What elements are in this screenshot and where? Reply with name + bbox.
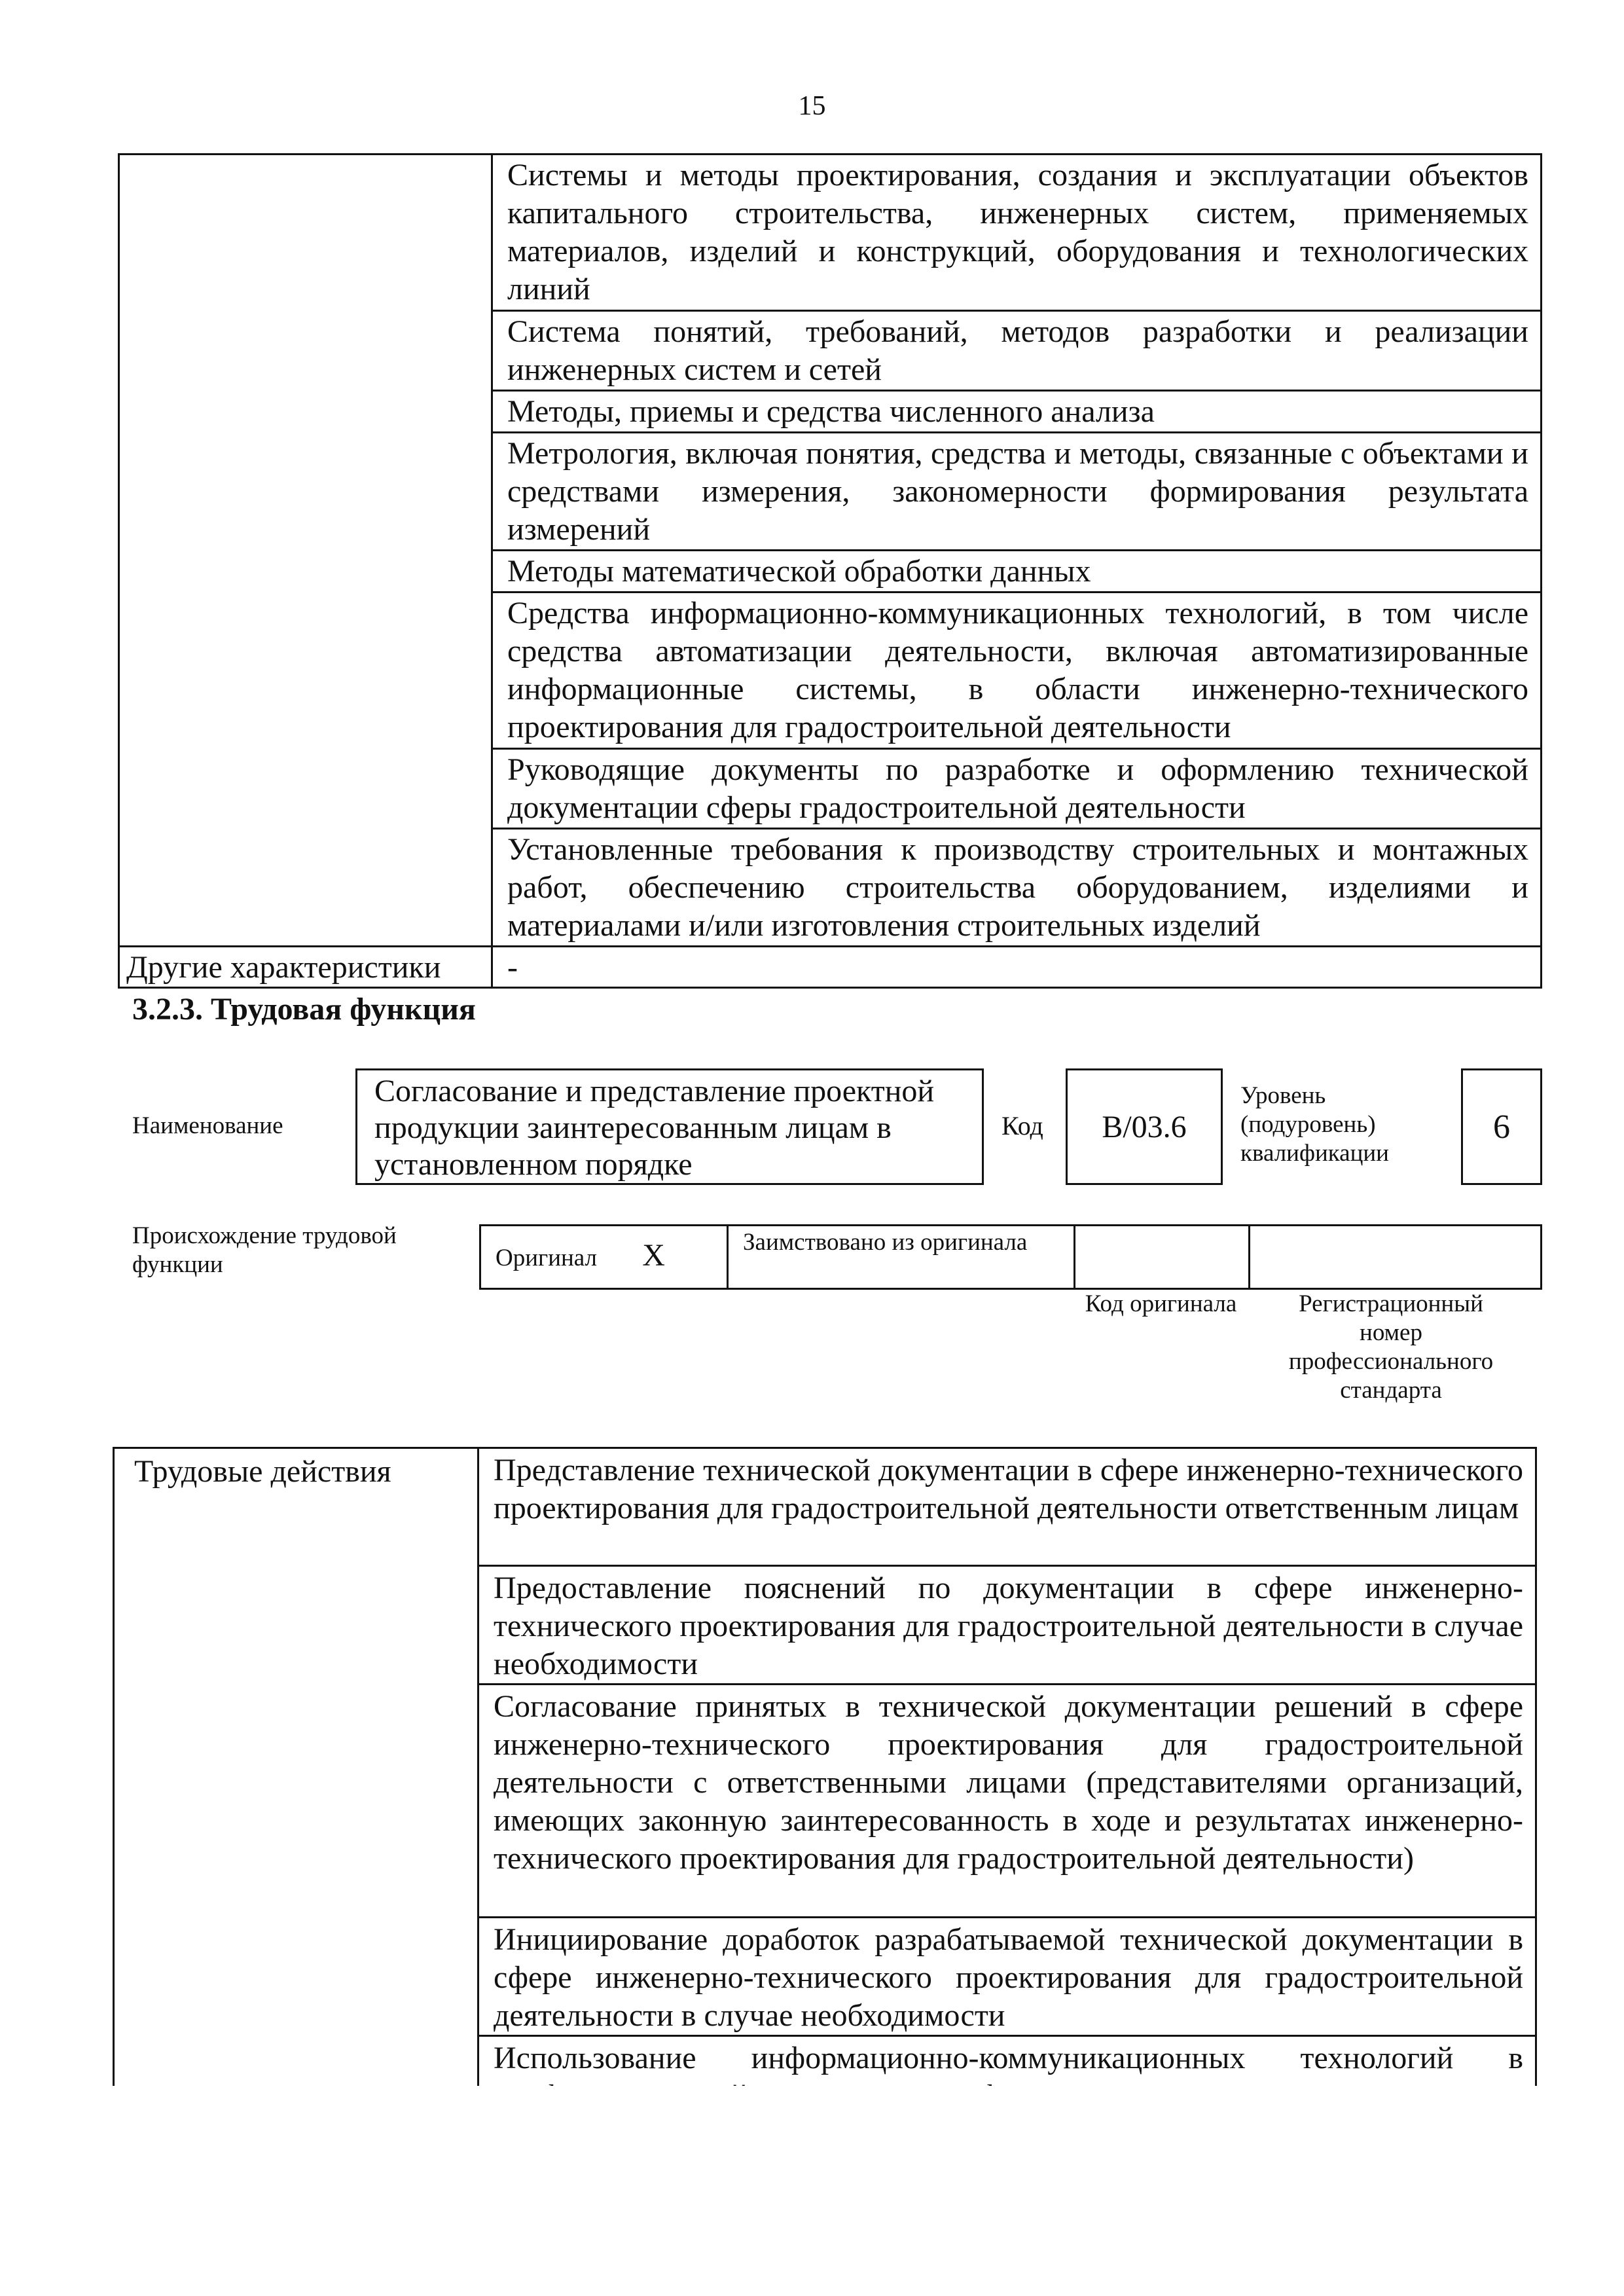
name-label: Наименование (132, 1112, 283, 1139)
function-name-box: Согласование и представление проектной продукции заинтересованным лицам в установленном порядке (355, 1068, 984, 1185)
table-cell: Методы, приемы и средства численного анализа (492, 391, 1542, 433)
table-row (114, 1448, 1536, 1566)
borrowed-label: Заимствовано из оригинала (728, 1226, 1075, 1289)
original-mark: X (642, 1238, 665, 1273)
table-cell: Представление технической документации в сфере инженерно-технического проектирования для градостроительной деятельности ответственным лицам (478, 1448, 1536, 1566)
reg-number-cell (1250, 1226, 1542, 1289)
table-row (119, 947, 1542, 988)
table-cell: Методы математической обработки данных (492, 551, 1542, 592)
code-label: Код (1001, 1111, 1043, 1140)
page-bottom-margin (113, 2086, 1542, 2296)
origin-label: Происхождение трудовой функции (132, 1222, 397, 1278)
table-cell: Система понятий, требований, методов разработки и реализации инженерных систем и сетей (492, 311, 1542, 391)
origin-table (479, 1224, 1542, 1290)
table-cell: Инициирование доработок разрабатываемой технической документации в сфере инженерно-технического проектирования для градостроительной деятельности в случае необходимости (478, 1918, 1536, 2036)
table-row (480, 1226, 1542, 1289)
original-code-cell (1075, 1226, 1250, 1289)
qualification-level-box: 6 (1461, 1068, 1542, 1185)
original-cell (480, 1226, 728, 1289)
table-cell: Метрология, включая понятия, средства и методы, связанные с объектами и средствами измерения, закономерности формирования результата измерений (492, 433, 1542, 551)
function-code-box: B/03.6 (1066, 1068, 1223, 1185)
original-code-caption: Код оригинала (1085, 1290, 1237, 1317)
labor-actions-label: Трудовые действия (114, 1448, 478, 2117)
original-label: Оригинал (496, 1245, 598, 1271)
other-characteristics-value: - (492, 947, 1542, 988)
section-title: 3.2.3. Трудовая функция (132, 992, 476, 1027)
labor-actions-table (113, 1447, 1537, 2117)
table-row (119, 155, 1542, 311)
table-cell: Средства информационно-коммуникационных технологий, в том числе средства автоматизации деятельности, включая автоматизированные информационные системы, в области инженерно-технического проектирования для градостроительной деятельности (492, 592, 1542, 749)
table-cell: Системы и методы проектирования, создания и эксплуатации объектов капитального строительства, инженерных систем, применяемых материалов, изделий и конструкций, оборудования и технологических линий (492, 155, 1542, 311)
table-cell: Руководящие документы по разработке и оформлению технической документации сферы градостроительной деятельности (492, 749, 1542, 829)
other-characteristics-label: Другие характеристики (119, 947, 492, 988)
table-cell: Установленные требования к производству строительных и монтажных работ, обеспечению строительства оборудованием, изделиями и материалами и/или изготовления строительных изделий (492, 829, 1542, 947)
page-number: 15 (798, 91, 826, 121)
table-cell: Согласование принятых в технической документации решений в сфере инженерно-технического проектирования для градостроительной деятельности с ответственными лицами (представителями организаций, имеющих законную заинтересованность в ходе и результатах инженерно-технического проектирования для градостроительной деятельности) (478, 1685, 1536, 1918)
table-cell: Использование информационно-коммуникационных технологий в (478, 2036, 1536, 2117)
qualification-level-label: Уровень (подуровень) квалификации (1240, 1082, 1389, 1167)
reg-number-caption: Регистрационный номер профессионального стандарта (1288, 1290, 1494, 1404)
table-cell: Предоставление пояснений по документации в сфере инженерно-технического проектирования для градостроительной деятельности в случае необходимости (478, 1566, 1536, 1685)
knowledge-label-cell (119, 155, 492, 947)
knowledge-requirements-table (118, 153, 1542, 989)
